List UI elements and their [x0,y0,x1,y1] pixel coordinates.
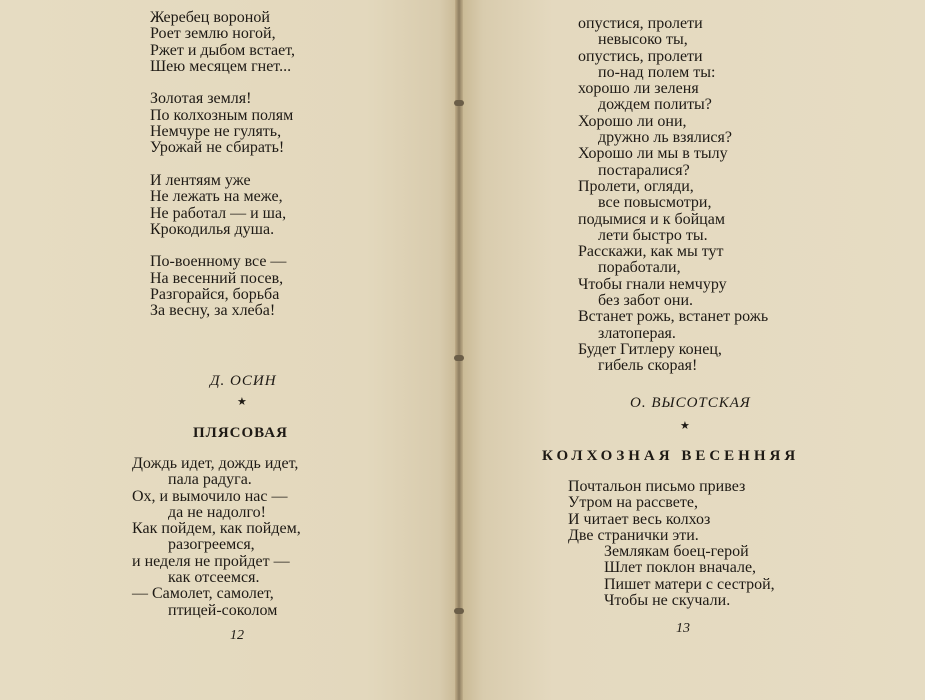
verse-line: лети быстро ты. [598,226,708,244]
left-page-number: 12 [230,628,244,643]
verse-line: Почтальон письмо привез [568,478,746,495]
verse-line: хорошо ли зеленя [578,80,699,98]
left-author: Д. ОСИН [210,373,277,389]
verse-line: По-военному все — [150,253,287,271]
verse-line: Хорошо ли мы в тылу [578,145,728,163]
spine-stitch [454,355,464,361]
right-song-title: КОЛХОЗНАЯ ВЕСЕННЯЯ [542,448,800,464]
verse-line: И читает весь колхоз [568,510,711,528]
verse-line: да не надолго! [168,503,266,521]
stanza-break [150,157,295,173]
verse-line: Роет землю ногой, [150,25,276,43]
verse-line: как отсеемся. [168,569,260,587]
verse-line: Будет Гитлеру конец, [578,340,722,358]
left-song-title: ПЛЯСОВАЯ [193,425,288,441]
verse-line: Золотая земля! [150,90,252,108]
verse-line: Чтобы не скучали. [604,592,731,610]
verse-line: Хорошо ли они, [578,112,687,130]
verse-line: Две странички эти. [568,526,699,544]
verse-line: все повысмотри, [598,194,712,212]
verse-line: опустися, пролети [578,15,703,32]
verse-line: подымися и к бойцам [578,210,725,228]
verse-line: Не работал — и ша, [150,204,287,222]
verse-line: — Самолет, самолет, [132,585,274,603]
right-author: О. ВЫСОТСКАЯ [630,395,751,411]
verse-line: Крокодилья душа. [150,220,275,238]
stanza-break [150,238,295,254]
left-separator-star: ★ [237,396,247,408]
verse-line: Пишет матери с сестрой, [604,575,775,593]
verse-line: Шею месяцем гнет... [150,57,292,75]
verse-line: Утром на рассвете, [568,494,698,512]
right-page [460,0,925,700]
verse-line: по-над полем ты: [598,63,716,81]
verse-line: и неделя не пройдет — [132,552,290,570]
verse-line: опустись, пролети [578,47,703,65]
verse-line: дружно ль взялися? [598,129,732,147]
verse-line: Ржет и дыбом встает, [150,41,295,59]
verse-line: без забот они. [598,292,694,310]
left-page [0,0,458,700]
right-poem-continued [578,16,768,375]
verse-line: гибель скорая! [598,357,698,375]
right-separator-star: ★ [680,420,690,432]
verse-line: Дождь идет, дождь идет, [132,455,299,472]
verse-line: невысоко ты, [598,31,688,49]
verse-line: златоперая. [598,324,676,342]
verse-line: птицей-соколом [168,601,278,619]
spine-stitch [454,100,464,106]
verse-line: Урожай не сбирать! [150,139,285,157]
stanza-break [150,75,295,91]
verse-line: Землякам боец-герой [604,543,749,561]
right-song-lines [568,479,775,609]
verse-line: пала радуга. [168,471,252,489]
verse-line: разогреемся, [168,536,255,554]
verse-line: Расскажи, как мы тут [578,243,724,261]
left-song-lines [132,456,301,619]
verse-line: постаралися? [598,161,690,179]
spine-stitch [454,608,464,614]
verse-line: Немчуре не гулять, [150,123,282,141]
verse-line: Встанет рожь, встанет рожь [578,308,769,326]
verse-line: Как пойдем, как пойдем, [132,520,301,538]
verse-line: Не лежать на меже, [150,188,283,206]
verse-line: По колхозным полям [150,106,294,124]
verse-line: Ох, и вымочило нас — [132,487,288,505]
verse-line: Шлет поклон вначале, [604,559,757,577]
verse-line: На весенний посев, [150,269,284,287]
verse-line: дождем политы? [598,96,712,114]
right-page-number: 13 [676,621,690,636]
verse-line: И лентяям уже [150,171,251,189]
left-poem-continued [150,10,295,320]
verse-line: Жеребец вороной [150,9,270,26]
verse-line: Чтобы гнали немчуру [578,275,727,293]
verse-line: Пролети, огляди, [578,177,694,195]
verse-line: За весну, за хлеба! [150,302,276,320]
verse-line: поработали, [598,259,681,277]
verse-line: Разгорайся, борьба [150,286,280,304]
